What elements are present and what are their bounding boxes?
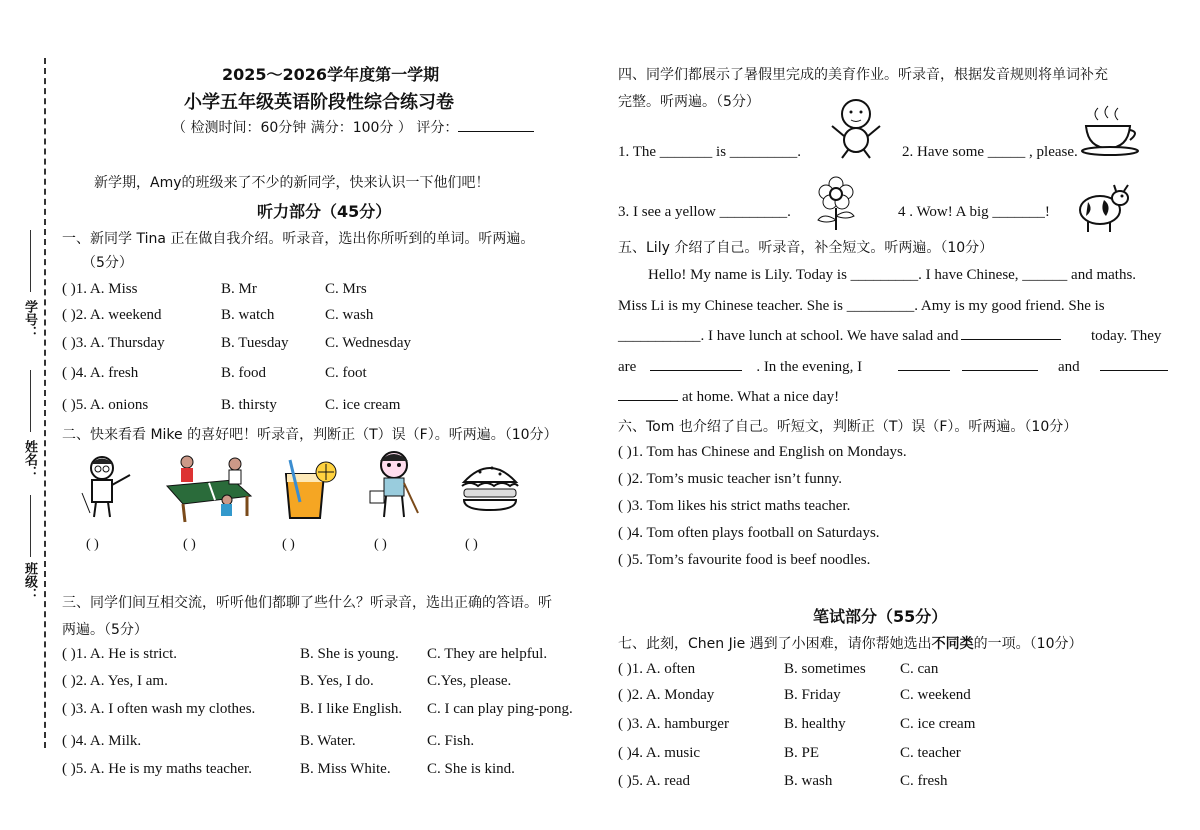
q3-item-5-option-c: C. She is kind. [427,761,515,777]
q3-item-2-prompt: ( )2. A. Yes, I am. [62,673,168,689]
q3-item-1-option-b: B. She is young. [300,646,399,662]
q1-title-points: （5分） [82,255,133,271]
teacher-conductor-icon [78,453,138,521]
flower-icon [806,176,866,232]
q1-item-2-option-c: C. wash [325,307,374,323]
q7-item-4-option-c: C. teacher [900,745,961,761]
q4-sentence-2: 2. Have some _____ , please. [902,144,1078,160]
name-label: 姓名： [22,440,37,479]
q3-item-4-option-c: C. Fish. [427,733,475,749]
q7-item-2-option-c: C. weekend [900,687,971,703]
q7-item-1-option-c: C. can [900,661,939,677]
baby-icon [826,96,886,160]
q1-item-3-prompt: ( )3. A. Thursday [62,335,165,351]
q7-item-5-option-b: B. wash [784,773,833,789]
q3-item-1-prompt: ( )1. A. He is strict. [62,646,177,662]
q7-item-1-prompt: ( )1. A. often [618,661,696,677]
q3-item-3-prompt: ( )3. A. I often wash my clothes. [62,701,256,717]
q1-title: 一、新同学 Tina 正在做自我介绍。听录音，选出你所听到的单词。听两遍。 [62,231,535,247]
q1-item-5-option-c: C. ice cream [325,397,401,413]
student-id-line [30,230,31,292]
q6-title: 六、Tom 也介绍了自己。听短文，判断正（T）误（F）。听两遍。（10分） [618,419,1078,435]
q1-item-5-option-b: B. thirsty [221,397,277,413]
q5-line-5: at home. What a nice day! [618,389,839,406]
q5-title: 五、Lily 介绍了自己。听录音，补全短文。听两遍。（10分） [618,240,994,256]
exam-meta: （ 检测时间：60分钟 满分：100分 ） 评分： [172,117,534,137]
teacup-icon [1078,104,1144,158]
q3-item-3-option-b: B. I like English. [300,701,403,717]
q1-item-4-option-c: C. foot [325,365,367,381]
q6-item-4: ( )4. Tom often plays football on Saturdays. [618,525,880,541]
q1-item-5-prompt: ( )5. A. onions [62,397,149,413]
q6-item-1: ( )1. Tom has Chinese and English on Mondays. [618,444,907,460]
q4-title: 四、同学们都展示了暑假里完成的美育作业。听录音，根据发音规则将单词补充 [618,67,1108,83]
q7-item-3-option-c: C. ice cream [900,716,976,732]
q7-item-4-prompt: ( )4. A. music [618,745,701,761]
q4-sentence-1: 1. The _______ is _________. [618,144,802,160]
q1-item-2-prompt: ( )2. A. weekend [62,307,162,323]
cow-icon [1074,180,1132,234]
q7-item-2-option-b: B. Friday [784,687,841,703]
q3-title-points: 两遍。（5分） [62,622,148,638]
q1-item-1-option-c: C. Mrs [325,281,367,297]
q3-item-2-option-b: B. Yes, I do. [300,673,374,689]
q5-line-1: Hello! My name is Lily. Today is _________. I have Chinese, ______ and maths. [648,267,1137,283]
q3-title: 三、同学们间互相交流，听听他们都聊了些什么？听录音，选出正确的答语。听 [62,595,552,611]
q1-item-4-prompt: ( )4. A. fresh [62,365,139,381]
intro-text: 新学期，Amy的班级来了不少的新同学，快来认识一下他们吧！ [94,175,490,191]
q4-sentence-4: 4 . Wow! A big _______! [898,204,1050,220]
q7-item-3-prompt: ( )3. A. hamburger [618,716,729,732]
q3-item-4-option-b: B. Water. [300,733,356,749]
q4-title-points: 完整。听两遍。（5分） [618,94,760,110]
q2-answer-bracket: ( ) [374,537,387,552]
hamburger-icon [460,458,520,512]
q1-item-1-prompt: ( )1. A. Miss [62,281,138,297]
q5-line-3: ___________. I have lunch at school. We have salad and [618,328,1061,345]
q1-item-3-option-c: C. Wednesday [325,335,412,351]
binding-dashed-line [44,58,46,748]
q1-item-2-option-b: B. watch [221,307,275,323]
q1-item-1-option-b: B. Mr [221,281,257,297]
q6-item-2: ( )2. Tom’s music teacher isn’t funny. [618,471,843,487]
q5-line-4: are . In the evening, I [618,359,863,375]
listening-section-title: 听力部分（45分） [257,202,392,221]
q3-item-1-option-c: C. They are helpful. [427,646,548,662]
q5-line-4-blanks: and [898,359,1168,376]
q7-item-3-option-b: B. healthy [784,716,846,732]
juice-icon [278,458,340,522]
student-id-label: 学号： [22,300,37,339]
q1-item-4-option-b: B. food [221,365,266,381]
q3-item-5-option-b: B. Miss White. [300,761,391,777]
q7-item-5-option-c: C. fresh [900,773,948,789]
q5-line-2: Miss Li is my Chinese teacher. She is _________. Amy is my good friend. She is [618,298,1105,314]
q3-item-2-option-c: C.Yes, please. [427,673,512,689]
ping-pong-icon [163,450,255,524]
exam-term-title: 2025～2026学年度第一学期 [222,65,440,84]
q2-answer-bracket: ( ) [465,537,478,552]
q3-item-4-prompt: ( )4. A. Milk. [62,733,142,749]
q7-item-5-prompt: ( )5. A. read [618,773,691,789]
q5-line-3-end: today. They [1091,328,1162,344]
q2-answer-bracket: ( ) [86,537,99,552]
q3-item-3-option-c: C. I can play ping-pong. [427,701,573,717]
written-section-title: 笔试部分（55分） [813,607,948,626]
class-label: 班级： [22,562,37,601]
q1-item-3-option-b: B. Tuesday [221,335,289,351]
q3-item-5-prompt: ( )5. A. He is my maths teacher. [62,761,252,777]
q4-sentence-3: 3. I see a yellow _________. [618,204,791,220]
q6-item-3: ( )3. Tom likes his strict maths teacher. [618,498,851,514]
q7-item-4-option-b: B. PE [784,745,820,761]
boy-sweeping-icon [368,447,428,521]
exam-title: 小学五年级英语阶段性综合练习卷 [184,92,454,113]
q2-answer-bracket: ( ) [282,537,295,552]
q2-answer-bracket: ( ) [183,537,196,552]
q7-title: 七、此刻，Chen Jie 遇到了小困难，请你帮她选出不同类的一项。（10分） [618,636,1083,652]
q6-item-5: ( )5. Tom’s favourite food is beef noodles. [618,552,871,568]
q2-title: 二、快来看看 Mike 的喜好吧！听录音，判断正（T）误（F）。听两遍。（10分） [62,427,558,443]
name-line [30,370,31,432]
q7-item-2-prompt: ( )2. A. Monday [618,687,715,703]
class-line [30,495,31,557]
q7-item-1-option-b: B. sometimes [784,661,866,677]
